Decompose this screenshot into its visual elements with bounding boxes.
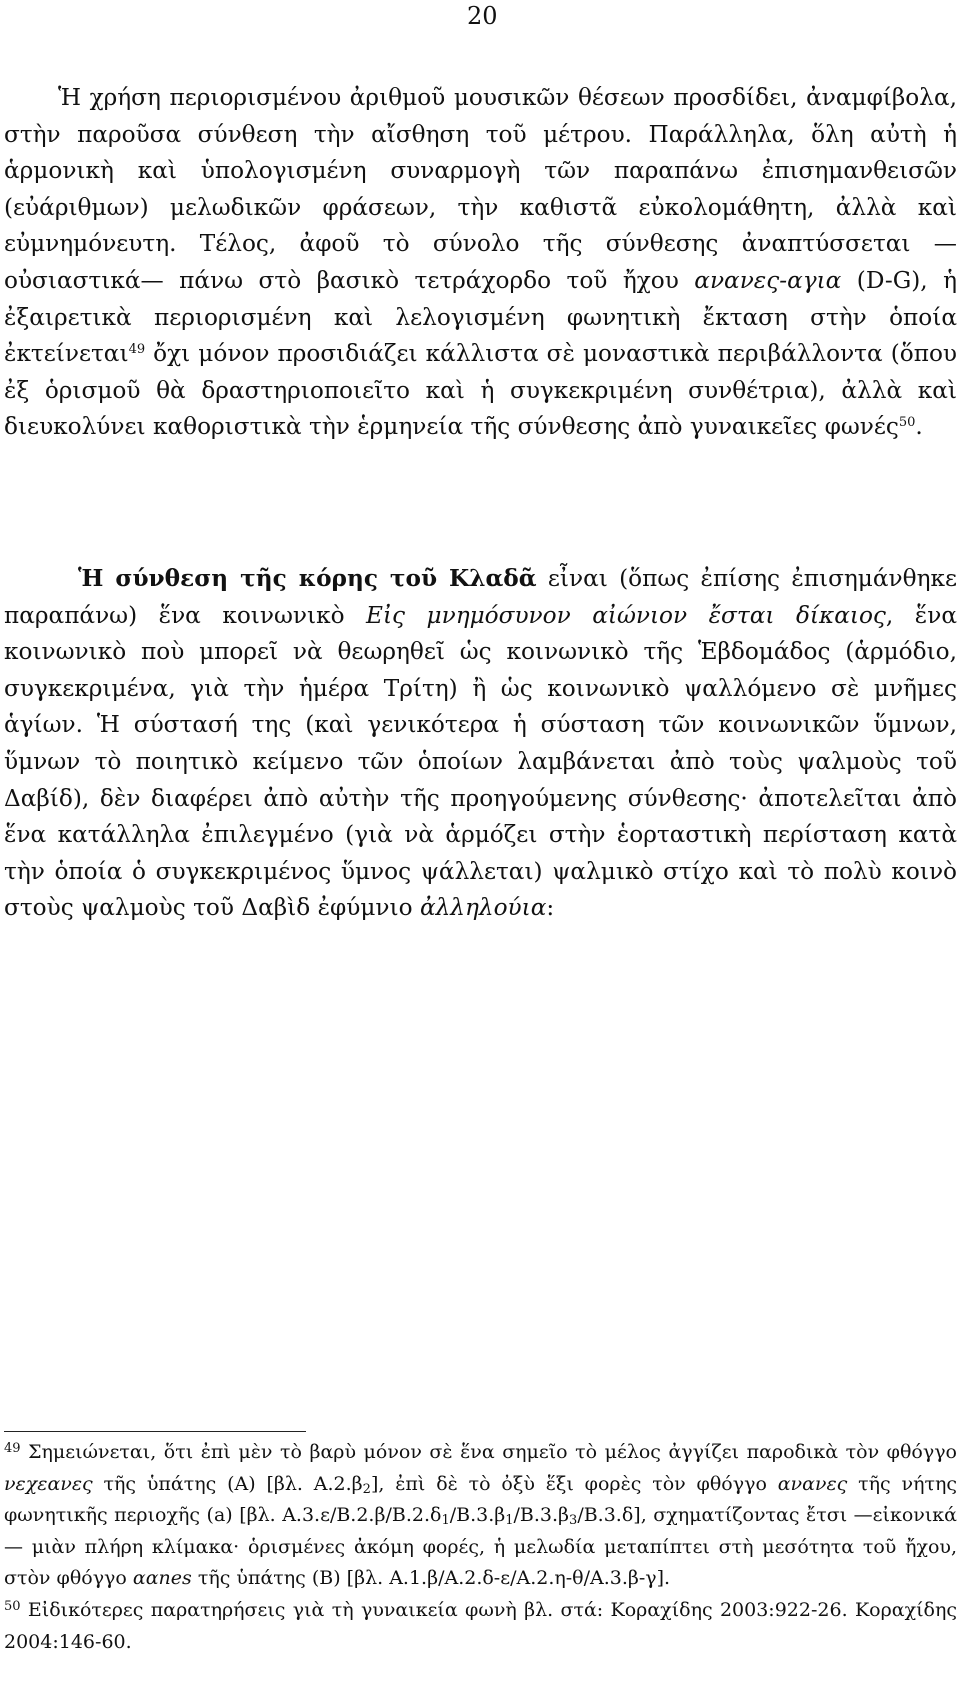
fn49-sub-1: 2 — [362, 1481, 371, 1497]
footnotes — [4, 1437, 957, 1658]
fn50-text-1: Εἰδικότερες παρατηρήσεις γιὰ τὴ γυναικεία φωνὴ βλ. στά: Κοραχίδης 2003:922-26. Κοραχίδης 2004:146-60. — [4, 1598, 957, 1653]
p2-italic-title: Εἰς μνημόσυνον αἰώνιον ἔσται δίκαιος — [366, 601, 886, 629]
footnote-ref-50[interactable]: 50 — [898, 415, 916, 431]
p1-italic-mode-name: ανανες-αγια — [694, 266, 842, 294]
fn49-text-2: τῆς ὑπάτης (A) [βλ. Α.2.β — [92, 1472, 363, 1495]
page-number: 20 — [467, 2, 498, 30]
fn49-text-1: Σημειώνεται, ὅτι ἐπὶ μὲν τὸ βαρὺ μόνον σὲ ἕνα σημεῖο τὸ μέλος ἀγγίζει παροδικὰ τὸν φθόγγο — [20, 1441, 957, 1463]
fn49-italic-2: ανανες — [777, 1472, 848, 1495]
footnote-divider — [4, 1431, 306, 1432]
footnote-49 — [4, 1437, 957, 1595]
body-paragraph-1 — [4, 80, 957, 446]
fn49-text-6: /Β.3.β — [513, 1504, 570, 1527]
fn49-text-8: τῆς ὑπάτης (B) [βλ. Α.1.β/Α.2.δ-ε/Α.2.η-θ/Α.3.β-γ]. — [191, 1567, 671, 1590]
footnote-50 — [4, 1595, 957, 1658]
p2-text-3: : — [546, 894, 555, 922]
footnote-49-mark: 49 — [4, 1441, 21, 1456]
footnote-ref-49[interactable]: 49 — [128, 342, 146, 358]
fn49-sub-4: 3 — [569, 1513, 578, 1529]
footnote-50-mark: 50 — [4, 1598, 21, 1614]
fn49-text-4: τῆς νήτης φωνητικῆς περιοχῆς (a) [βλ. Α.3.ε/Β.2.β/Β.2.δ — [4, 1472, 957, 1527]
p1-text-2: (D-G), ἡ ἐξαιρετικὰ περιορισμένη καὶ λελογισμένη φωνητικὴ ἔκταση στὴν ὁποία ἐκτείνεται — [4, 266, 957, 368]
p1-text-4: . — [915, 413, 923, 441]
p2-text-1: εἶναι (ὅπως ἐπίσης ἐπισημάνθηκε παραπάνω) ἕνα κοινωνικὸ — [4, 565, 957, 629]
fn49-text-7: /Β.3.δ], σχηματίζοντας ἔτσι —εἰκονικά— μιὰν πλήρη κλίμακα· ὁρισμένες ἀκόμη φορές, ἡ μελωδία μεταπίπτει στὴ μεσότητα τοῦ ἤχου, στὸν φθόγγο — [4, 1504, 957, 1590]
p2-italic-alleluia: ἀλληλούια — [419, 894, 547, 922]
fn49-text-5: /Β.3.β — [449, 1504, 506, 1527]
p2-text-2: , ἕνα κοινωνικὸ ποὺ μπορεῖ νὰ θεωρηθεῖ ὡς κοινωνικὸ τῆς Ἑβδομάδος (ἁρμόδιο, συγκεκριμένα, γιὰ τὴν ἡμέρα Τρίτη) ἢ ὡς κοινωνικὸ ψαλλόμενο σὲ μνῆμες ἁγίων. Ἡ σύστασή της (καὶ γενικότερα ἡ σύσταση τῶν κοινωνικῶν ὕμνων, ὕμνων τὸ ποιητικὸ κείμενο τῶν ὁποίων λαμβάνεται ἀπὸ τοὺς ψαλμοὺς τοῦ Δαβίδ), δὲν διαφέρει ἀπὸ αὐτὴν τῆς προηγούμενης σύνθεσης· ἀποτελεῖται ἀπὸ ἕνα κατάλληλα ἐπιλεγμένο (γιὰ νὰ ἁρμόζει στὴν ἑορταστικὴ περίσταση κατὰ τὴν ὁποία ὁ συγκεκριμένος ὕμνος ψάλλεται) ψαλμικὸ στίχο καὶ τὸ πολὺ κοινὸ στοὺς ψαλμοὺς τοῦ Δαβὶδ ἐφύμνιο — [4, 601, 957, 922]
fn49-sub-3: 1 — [505, 1513, 514, 1529]
p1-text-3: ὄχι μόνον προσιδιάζει κάλλιστα σὲ μοναστικὰ περιβάλλοντα (ὅπου ἐξ ὁρισμοῦ θὰ δραστηριοποιεῖτο καὶ ἡ συγκεκριμένη συνθέτρια), ἀλλὰ καὶ διευκολύνει καθοριστικὰ τὴν ἑρμηνεία τῆς σύνθεσης ἀπὸ γυναικεῖες φωνές — [4, 340, 957, 441]
fn49-italic-1: νεχεανες — [4, 1472, 93, 1495]
p2-bold-heading: Ἡ σύνθεση τῆς κόρης τοῦ Κλαδᾶ — [78, 565, 537, 592]
body-paragraph-2 — [4, 561, 957, 927]
fn49-italic-3: ααnes — [132, 1567, 192, 1590]
p1-text-1: Ἡ χρήση περιορισμένου ἀριθμοῦ μουσικῶν θέσεων προσδίδει, ἀναμφίβολα, στὴν παροῦσα σύνθεση τὴν αἴσθηση τοῦ μέτρου. Παράλληλα, ὅλη αὐτὴ ἡ ἁρμονικὴ καὶ ὑπολογισμένη συναρμογὴ τῶν παραπάνω ἐπισημανθεισῶν (εὐάριθμων) μελωδικῶν φράσεων, τὴν καθιστᾶ εὐκολομάθητη, ἀλλὰ καὶ εὐμνημόνευτη. Τέλος, ἀφοῦ τὸ σύνολο τῆς σύνθεσης ἀναπτύσσεται —οὐσιαστικά— πάνω στὸ βασικὸ τετράχορδο τοῦ ἤχου — [4, 84, 957, 294]
fn49-text-3: ], ἐπὶ δὲ τὸ ὀξὺ ἕξι φορὲς τὸν φθόγγο — [370, 1472, 778, 1495]
fn49-sub-2: 1 — [441, 1513, 450, 1529]
